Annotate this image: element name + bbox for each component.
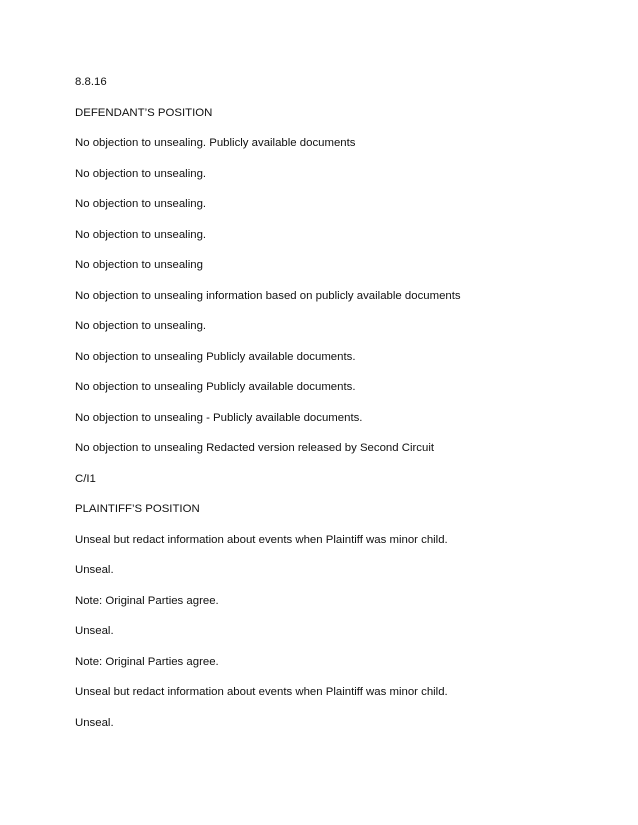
plaintiff-position-line: Unseal. (75, 625, 114, 637)
defendant-position-line: No objection to unsealing (75, 259, 203, 271)
document-reference-code: C/I1 (75, 472, 96, 485)
defendant-position-line: No objection to unsealing - Publicly available documents. (75, 411, 363, 424)
section-heading-plaintiff: PLAINTIFF’S POSITION (75, 503, 200, 515)
defendant-position-line: No objection to unsealing. (75, 167, 207, 180)
document-date: 8.8.16 (75, 76, 107, 88)
plaintiff-position-line: Unseal. (75, 564, 114, 576)
plaintiff-position-note: Note: Original Parties agree. (75, 655, 219, 668)
section-heading-defendant: DEFENDANT’S POSITION (75, 106, 213, 119)
defendant-position-line: No objection to unsealing Redacted version released by Second Circuit (75, 442, 435, 454)
defendant-position-line: No objection to unsealing. (75, 228, 207, 241)
plaintiff-position-line: Unseal but redact information about events when Plaintiff was minor child. (75, 533, 448, 546)
defendant-position-line: No objection to unsealing. Publicly available documents (75, 137, 356, 149)
plaintiff-position-note: Note: Original Parties agree. (75, 594, 219, 607)
defendant-position-line: No objection to unsealing Publicly available documents. (75, 350, 356, 363)
document-body (75, 75, 595, 746)
plaintiff-position-line: Unseal but redact information about events when Plaintiff was minor child. (75, 686, 448, 698)
defendant-position-line: No objection to unsealing information based on publicly available documents (75, 289, 461, 302)
defendant-position-line: No objection to unsealing. (75, 198, 207, 210)
defendant-position-line: No objection to unsealing. (75, 320, 207, 332)
defendant-position-line: No objection to unsealing Publicly available documents. (75, 381, 356, 393)
plaintiff-position-line: Unseal. (75, 716, 114, 729)
